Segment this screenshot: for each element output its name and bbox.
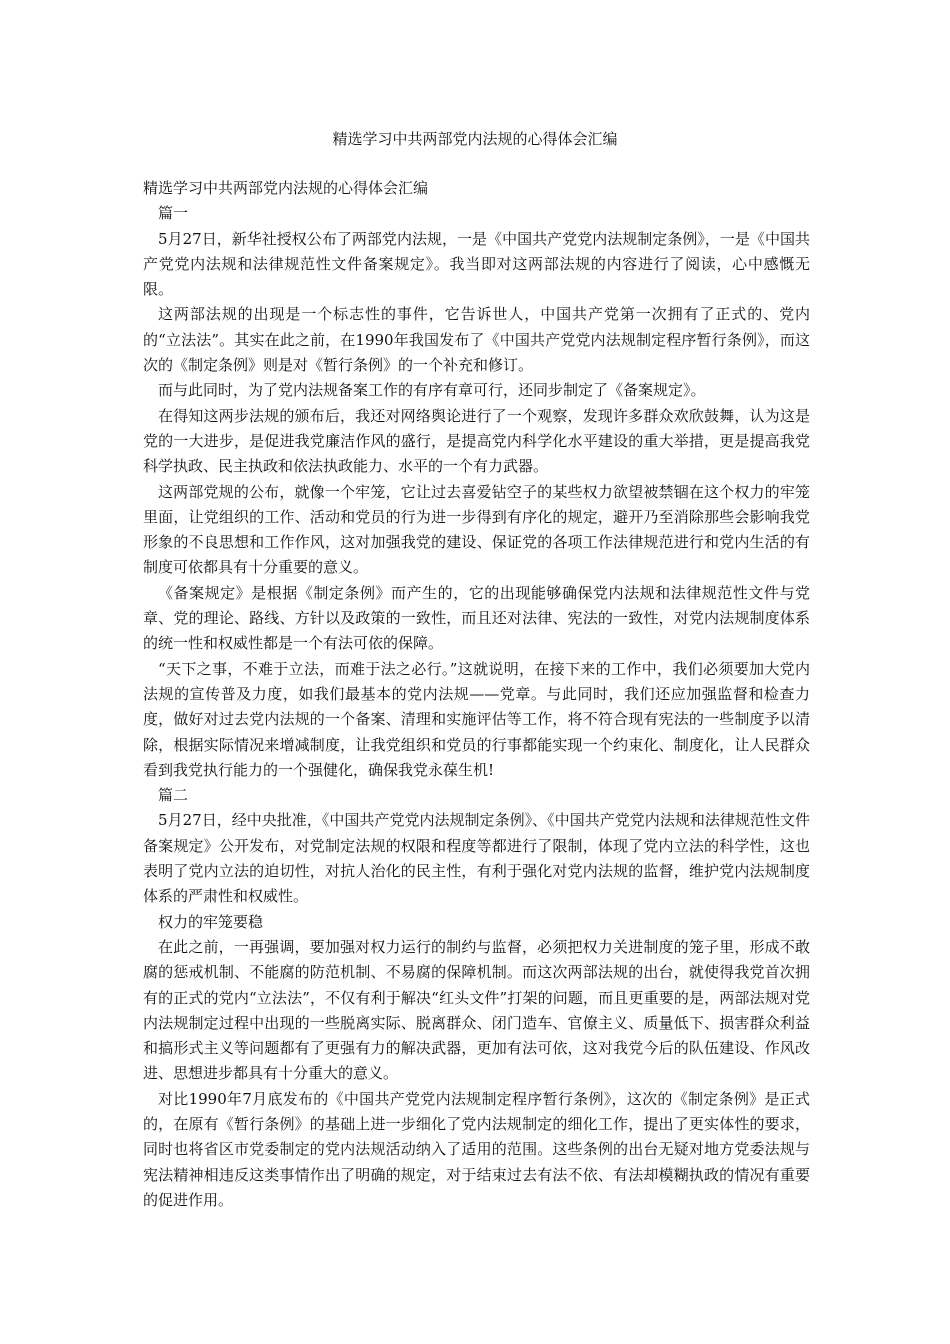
subheading-paragraph: 权力的牢笼要稳 bbox=[158, 912, 264, 931]
section-heading-part-two: 篇二 bbox=[158, 786, 189, 805]
body-paragraph: 在此之前，一再强调，要加强对权力运行的制约与监督，必须把权力关进制度的笼子里，形成不敢腐的惩戒机制、不能腐的防范机制、不易腐的保障机制。而这次两部法规的出台，就使得我党首次拥有的正式的党内“立法法”，不仅有利于解决“红头文件”打架的问题，而且更重要的是，两部法规对党内法规制定过程中出现的一些脱离实际、脱离群众、闭门造车、官僚主义、质量低下、损害群众利益和搞形式主义等问题都有了更强有力的解决武器，更加有法可依，这对我党今后的队伍建设、作风改进、思想进步都具有十分重大的意义。 bbox=[143, 937, 810, 1083]
subtitle-paragraph: 精选学习中共两部党内法规的心得体会汇编 bbox=[143, 179, 429, 197]
body-paragraph: 《备案规定》是根据《制定条例》而产生的，它的出现能够确保党内法规和法律规范性文件与党章、党的理论、路线、方针以及政策的一致性，而且还对法律、宪法的一致性，对党内法规制度体系的统一性和权威性都是一个有法可依的保障。 bbox=[143, 583, 810, 653]
document-title: 精选学习中共两部党内法规的心得体会汇编 bbox=[332, 130, 618, 148]
body-paragraph: “天下之事，不难于立法，而难于法之必行。”这就说明，在接下来的工作中，我们必须要加大党内法规的宣传普及力度，如我们最基本的党内法规——党章。与此同时，我们还应加强监督和检查力度，做好对过去党内法规的一个备案、清理和实施评估等工作，将不符合现有宪法的一些制度予以清除，根据实际情况来增减制度，让我党组织和党员的行事都能实现一个约束化、制度化，让人民群众看到我党执行能力的一个强健化，确保我党永葆生机! bbox=[143, 659, 810, 779]
body-paragraph: 在得知这两步法规的颁布后，我还对网络舆论进行了一个观察，发现许多群众欢欣鼓舞，认为这是党的一大进步，是促进我党廉洁作风的盛行，是提高党内科学化水平建设的重大举措，更是提高我党科学执政、民主执政和依法执政能力、水平的一个有力武器。 bbox=[143, 406, 810, 476]
body-paragraph: 这两部法规的出现是一个标志性的事件，它告诉世人，中国共产党第一次拥有了正式的、党内的“立法法”。其实在此之前，在1990年我国发布了《中国共产党党内法规制定程序暂行条例》，而这次的《制定条例》则是对《暂行条例》的一个补充和修订。 bbox=[143, 305, 810, 375]
body-paragraph: 5月27日，新华社授权公布了两部党内法规，一是《中国共产党党内法规制定条例》，一是《中国共产党党内法规和法律规范性文件备案规定》。我当即对这两部法规的内容进行了阅读，心中感慨无限。 bbox=[143, 229, 810, 299]
body-paragraph: 对比1990年7月底发布的《中国共产党党内法规制定程序暂行条例》，这次的《制定条例》是正式的，在原有《暂行条例》的基础上进一步细化了党内法规制定的细化工作，提出了更实体性的要求，同时也将省区市党委制定的党内法规活动纳入了适用的范围。这些条例的出台无疑对地方党委法规与宪法精神相违反这类事情作出了明确的规定，对于结束过去有法不依、有法却模糊执政的情况有重要的促进作用。 bbox=[143, 1089, 810, 1209]
body-paragraph: 5月27日，经中央批准，《中国共产党党内法规制定条例》、《中国共产党党内法规和法律规范性文件备案规定》公开发布，对党制定法规的权限和程度等都进行了限制，体现了党内立法的科学性，这也表明了党内立法的迫切性，对抗人治化的民主性，有利于强化对党内法规的监督，维护党内法规制度体系的严肃性和权威性。 bbox=[143, 811, 810, 906]
body-paragraph: 而与此同时，为了党内法规备案工作的有序有章可行，还同步制定了《备案规定》。 bbox=[158, 381, 706, 400]
document-body bbox=[143, 176, 810, 1213]
body-paragraph: 这两部党规的公布，就像一个牢笼，它让过去喜爱钻空子的某些权力欲望被禁锢在这个权力的牢笼里面，让党组织的工作、活动和党员的行为进一步得到有序化的规定，避开乃至消除那些会影响我党形象的不良思想和工作作风，这对加强我党的建设、保证党的各项工作法律规范进行和党内生活的有制度可依都具有十分重要的意义。 bbox=[143, 482, 810, 577]
section-heading-part-one: 篇一 bbox=[158, 204, 189, 223]
